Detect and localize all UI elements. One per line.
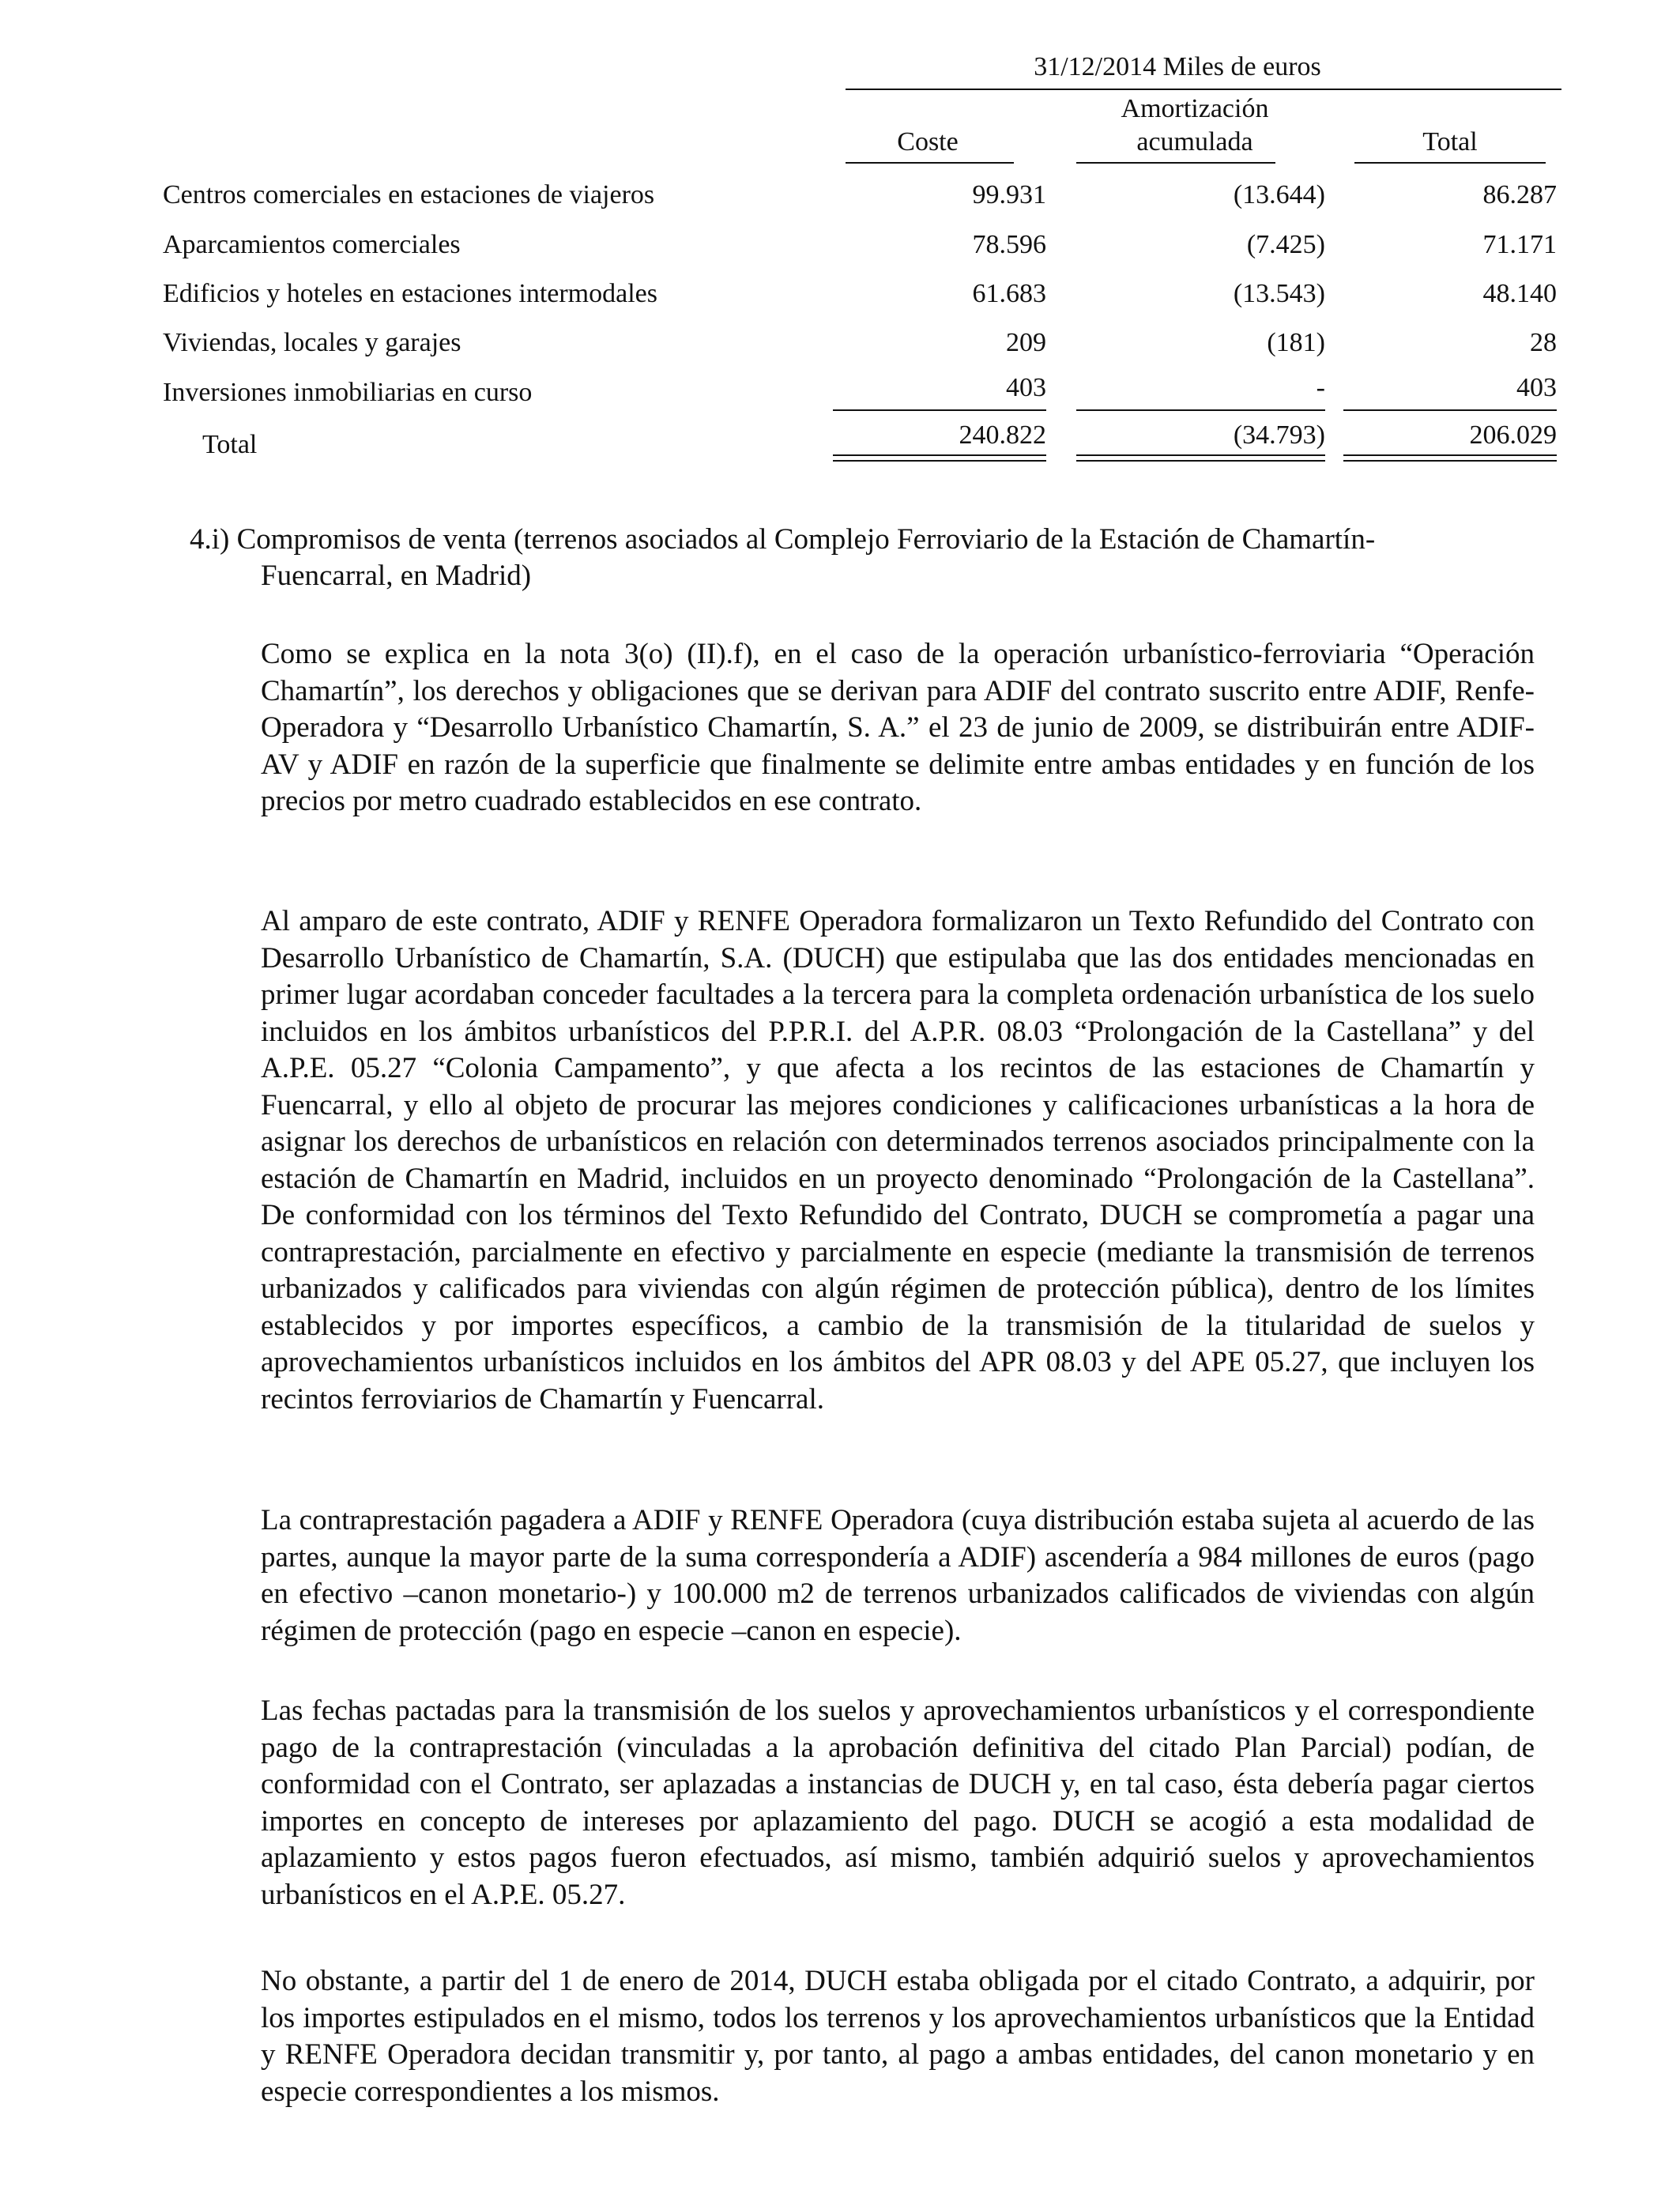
paragraph-contraprestacion: La contraprestación pagadera a ADIF y RENFE Operadora (cuya distribución estaba sujeta al acuerdo de las partes, aunque la mayor parte de la suma correspondería a ADIF) ascendería a 984 millones de euros (pago en efectivo –canon monetario-) y 100.000 m2 de terrenos urbanizados calificados de viviendas con algún régimen de protección (pago en especie –canon en especie). bbox=[261, 1504, 1535, 1647]
total-double-rule-amortizacion bbox=[1076, 454, 1325, 462]
col-header-coste: Coste bbox=[897, 127, 959, 156]
row-coste: 61.683 bbox=[972, 279, 1046, 308]
total-header-rule bbox=[1354, 162, 1546, 164]
total-row-coste: 240.822 bbox=[959, 420, 1046, 450]
row-total: 28 bbox=[1530, 328, 1557, 357]
investment-table bbox=[0, 0, 1680, 490]
section-title-line1: 4.i) Compromisos de venta (terrenos asociados al Complejo Ferroviario de la Estación de Chamartín- bbox=[190, 523, 1376, 556]
row-total: 71.171 bbox=[1482, 230, 1557, 259]
paragraph-operacion-chamartin: Como se explica en la nota 3(o) (II).f), en el caso de la operación urbanístico-ferroviaria “Operación Chamartín”, los derechos y obligaciones que se derivan para ADIF del contrato suscrito entre ADIF, Renfe-Operadora y “Desarrollo Urbanístico Chamartín, S. A.” el 23 de junio de 2009, se distribuirán entre ADIF-AV y ADIF en razón de la superficie que finalmente se delimite entre ambas entidades y en función de los precios por metro cuadrado establecidos en ese contrato. bbox=[261, 638, 1535, 817]
total-double-rule-coste bbox=[833, 454, 1046, 462]
total-row-amortizacion: (34.793) bbox=[1233, 420, 1325, 450]
total-row-total: 206.029 bbox=[1469, 420, 1557, 450]
row-coste: 403 bbox=[1006, 373, 1046, 402]
row-total: 86.287 bbox=[1482, 180, 1557, 209]
row-label: Edificios y hoteles en estaciones intermodales bbox=[163, 279, 657, 308]
total-row-label: Total bbox=[202, 430, 258, 459]
paragraph-fechas-pactadas: Las fechas pactadas para la transmisión de los suelos y aprovechamientos urbanísticos y el correspondiente pago de la contraprestación (vinculadas a la aprobación definitiva del citado Plan Parcial) podían, de conformidad con el Contrato, ser aplazadas a instancias de DUCH y, en tal caso, ésta debería pagar ciertos importes en concepto de intereses por aplazamiento del pago. DUCH se acogió a esta modalidad de aplazamiento y estos pagos fueron efectuados, así mismo, también adquirió suelos y aprovechamientos urbanísticos en el A.P.E. 05.27. bbox=[261, 1695, 1535, 1911]
row-amortizacion: (7.425) bbox=[1246, 230, 1325, 259]
header-top-rule bbox=[846, 89, 1561, 90]
row-amortizacion: - bbox=[1316, 373, 1325, 402]
row-label: Inversiones inmobiliarias en curso bbox=[163, 378, 533, 407]
row-total: 48.140 bbox=[1482, 279, 1557, 308]
total-double-rule-total bbox=[1343, 454, 1557, 462]
paragraph-texto-refundido: Al amparo de este contrato, ADIF y RENFE Operadora formalizaron un Texto Refundido del Contrato con Desarrollo Urbanístico de Chamartín, S.A. (DUCH) que estipulaba que las dos entidades mencionadas en primer lugar acordaban conceder facultades a la tercera para la completa ordenación urbanística de los suelo incluidos en los ámbitos urbanísticos del P.P.R.I. del A.P.R. 08.03 “Prolongación de la Castellana” y del A.P.E. 05.27 “Colonia Campamento”, y que afecta a los recintos de las estaciones de Chamartín y Fuencarral, y ello al objeto de procurar las mejores condiciones y calificaciones urbanísticas a la hora de asignar los derechos de urbanísticos en relación con determinados terrenos asociados principalmente con la estación de Chamartín en Madrid, incluidos en un proyecto denominado “Prolongación de la Castellana”. De conformidad con los términos del Texto Refundido del Contrato, DUCH se comprometía a pagar una contraprestación, parcialmente en efectivo y parcialmente en especie (mediante la transmisión de terrenos urbanizados y calificados para viviendas con algún régimen de protección pública), dentro de los límites establecidos y por importes específicos, a cambio de la transmisión de la titularidad de suelos y aprovechamientos urbanísticos incluidos en los ámbitos del APR 08.03 y del APE 05.27, que incluyen los recintos ferroviarios de Chamartín y Fuencarral. bbox=[261, 905, 1535, 1416]
col-header-total: Total bbox=[1422, 127, 1478, 156]
row-label: Aparcamientos comerciales bbox=[163, 230, 461, 259]
section-title bbox=[190, 522, 1549, 594]
row-label: Viviendas, locales y garajes bbox=[163, 328, 461, 357]
col-header-amortizacion-2: acumulada bbox=[1136, 127, 1253, 156]
col-header-amortizacion-1: Amortización bbox=[1121, 94, 1269, 123]
amortizacion-header-rule bbox=[1076, 162, 1275, 164]
coste-header-rule bbox=[846, 162, 1014, 164]
row-label: Centros comerciales en estaciones de viajeros bbox=[163, 180, 655, 209]
row-total: 403 bbox=[1516, 373, 1557, 402]
row-amortizacion: (13.543) bbox=[1233, 279, 1325, 308]
subtotal-rule-total bbox=[1343, 409, 1557, 411]
row-coste: 99.931 bbox=[972, 180, 1046, 209]
subtotal-rule-amortizacion bbox=[1076, 409, 1325, 411]
section-title-line2: Fuencarral, en Madrid) bbox=[261, 560, 532, 592]
subtotal-rule-coste bbox=[833, 409, 1046, 411]
row-amortizacion: (181) bbox=[1267, 328, 1325, 357]
table-period-header: 31/12/2014 Miles de euros bbox=[1034, 52, 1321, 81]
row-amortizacion: (13.644) bbox=[1233, 180, 1325, 209]
row-coste: 209 bbox=[1006, 328, 1046, 357]
row-coste: 78.596 bbox=[972, 230, 1046, 259]
paragraph-no-obstante: No obstante, a partir del 1 de enero de 2014, DUCH estaba obligada por el citado Contrato, a adquirir, por los importes estipulados en el mismo, todos los terrenos y los aprovechamientos urbanísticos que la Entidad y RENFE Operadora decidan transmitir y, por tanto, al pago a ambas entidades, del canon monetario y en especie correspondientes a los mismos. bbox=[261, 1965, 1535, 2108]
